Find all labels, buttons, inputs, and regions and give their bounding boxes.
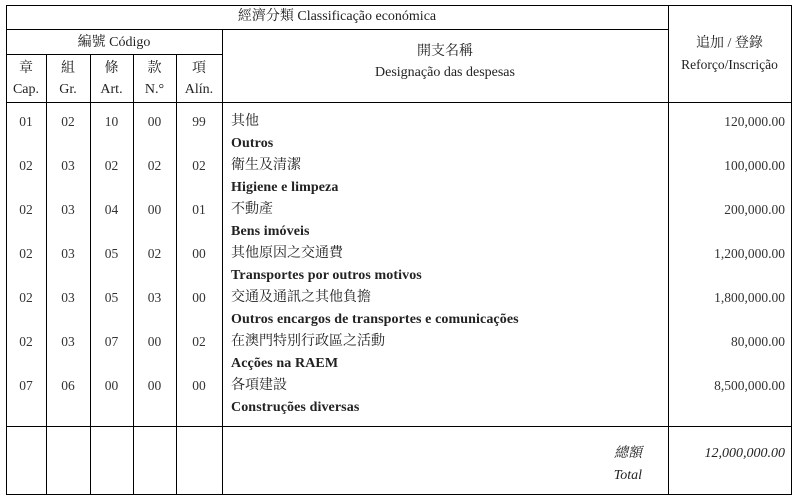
n-cell: 02	[147, 246, 162, 261]
designation-zh-cell: 其他	[231, 114, 259, 129]
designation-zh-cell: 其他原因之交通費	[231, 246, 343, 261]
designation-header-zh: 開支名稱	[417, 44, 473, 59]
reinforcement-header-zh: 追加 / 登錄	[696, 36, 763, 51]
table-row	[0, 246, 797, 290]
alin-header-zh: 項	[192, 61, 206, 76]
designation-zh-cell: 在澳門特別行政區之活動	[231, 334, 385, 349]
cap-cell: 02	[19, 202, 33, 217]
rule-bottom	[6, 494, 792, 495]
alin-cell: 00	[192, 378, 206, 393]
designation-zh-cell: 衛生及清潔	[231, 158, 301, 173]
art-cell: 05	[104, 246, 119, 261]
art-cell: 04	[104, 202, 119, 217]
designation-pt-cell: Higiene e limpeza	[231, 180, 339, 195]
designation-pt-cell: Construções diversas	[231, 400, 360, 415]
total-label-pt: Total	[613, 468, 642, 483]
n-cell: 00	[147, 202, 162, 217]
cap-cell: 02	[19, 334, 33, 349]
cap-cell: 02	[19, 158, 33, 173]
designation-pt-cell: Transportes por outros motivos	[231, 268, 422, 283]
alin-cell: 99	[192, 114, 206, 129]
designation-pt-cell: Outros	[231, 136, 274, 151]
code-header: 編號 Código	[77, 35, 151, 50]
amount-cell: 1,200,000.00	[714, 246, 785, 261]
alin-cell: 01	[192, 202, 206, 217]
rule-total-top	[6, 426, 792, 427]
designation-zh-cell: 不動產	[231, 202, 273, 217]
amount-cell: 8,500,000.00	[714, 378, 785, 393]
alin-cell: 00	[192, 246, 206, 261]
amount-cell: 1,800,000.00	[714, 290, 785, 305]
designation-pt-cell: Bens imóveis	[231, 224, 310, 239]
cap-cell: 01	[19, 114, 33, 129]
art-cell: 07	[104, 334, 119, 349]
cap-cell: 07	[19, 378, 33, 393]
designation-header-pt: Designação das despesas	[375, 65, 515, 80]
gr-cell: 06	[61, 378, 75, 393]
table-row	[0, 334, 797, 378]
art-cell: 10	[104, 114, 119, 129]
cap-header-zh: 章	[19, 61, 33, 76]
n-header-pt: N.°	[144, 82, 165, 97]
table-row	[0, 114, 797, 158]
gr-header-zh: 組	[61, 61, 75, 76]
table-row	[0, 202, 797, 246]
n-cell: 00	[147, 378, 162, 393]
designation-pt-cell: Acções na RAEM	[231, 356, 339, 371]
n-header-zh: 款	[147, 61, 162, 76]
alin-header-pt: Alín.	[184, 82, 214, 97]
amount-cell: 80,000.00	[731, 334, 785, 349]
amount-cell: 200,000.00	[724, 202, 785, 217]
designation-zh-cell: 交通及通訊之其他負擔	[231, 290, 371, 305]
art-cell: 00	[104, 378, 119, 393]
designation-zh-cell: 各項建設	[231, 378, 287, 393]
gr-cell: 03	[61, 290, 75, 305]
total-amount: 12,000,000.00	[704, 446, 785, 461]
gr-header-pt: Gr.	[59, 82, 77, 97]
amount-cell: 120,000.00	[724, 114, 785, 129]
art-cell: 05	[104, 290, 119, 305]
rule-classification-bottom	[6, 29, 668, 30]
table-row	[0, 158, 797, 202]
gr-cell: 02	[61, 114, 75, 129]
rule-header-bottom	[6, 102, 792, 103]
n-cell: 00	[147, 334, 162, 349]
n-cell: 00	[147, 114, 162, 129]
alin-cell: 02	[192, 334, 206, 349]
gr-cell: 03	[61, 334, 75, 349]
alin-cell: 02	[192, 158, 206, 173]
n-cell: 03	[147, 290, 162, 305]
art-header-pt: Art.	[100, 82, 123, 97]
art-cell: 02	[104, 158, 119, 173]
total-label-zh: 總額	[614, 446, 642, 461]
cap-header-pt: Cap.	[12, 82, 40, 97]
reinforcement-header-pt: Reforço/Inscrição	[681, 57, 778, 72]
gr-cell: 03	[61, 202, 75, 217]
amount-cell: 100,000.00	[724, 158, 785, 173]
gr-cell: 03	[61, 158, 75, 173]
classification-header: 經濟分類 Classificação económica	[237, 9, 437, 24]
table-row	[0, 378, 797, 422]
rule-code-bottom	[6, 54, 222, 55]
gr-cell: 03	[61, 246, 75, 261]
alin-cell: 00	[192, 290, 206, 305]
art-header-zh: 條	[104, 61, 119, 76]
designation-pt-cell: Outros encargos de transportes e comunicações	[231, 312, 519, 327]
table-row	[0, 290, 797, 334]
cap-cell: 02	[19, 290, 33, 305]
cap-cell: 02	[19, 246, 33, 261]
rule-top	[6, 5, 792, 6]
n-cell: 02	[147, 158, 162, 173]
